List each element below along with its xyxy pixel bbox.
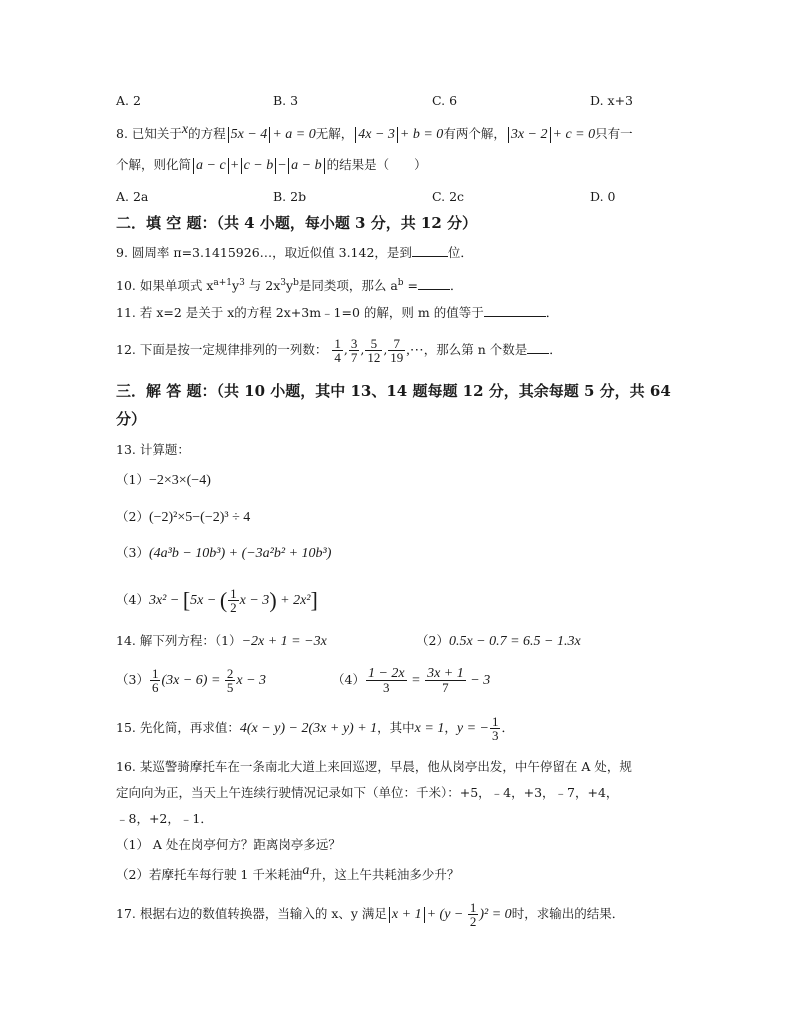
q16-line-1: 16. 某巡警骑摩托车在一条南北大道上来回巡逻，早晨，他从岗亭出发，中午停留在 A 处，规 — [116, 759, 632, 774]
q13-title: 13. 计算题： — [116, 442, 190, 457]
q8-option-d: D. 0 — [590, 189, 616, 204]
q16-sub-1: （1） A 处在岗亭何方？距离岗亭多远？ — [116, 837, 341, 852]
q8-line-2: 个解，则化简 a − c + c − b − a − b 的结果是（ ） — [116, 157, 427, 173]
q10: 10. 如果单项式 $x^{a+1}y^3$ 与 $2x^3y^b$是同类项，那么 $a^b$ = ． — [116, 278, 463, 294]
q12-frac-4: $\frac{7}{19}$ — [390, 336, 404, 365]
q11: 11. 若 x=2 是关于 x的方程 2x+3m﹣1=0 的解，则 m 的值等于 ． — [116, 305, 559, 320]
q13-item-4: （4）3x² − [5x − ( $\frac{1}{2}$ x − 3) + 2x²] — [116, 586, 318, 615]
q7-option-d: D. x+3 — [590, 93, 633, 108]
q17: 17. 根据右边的数值转换器，当输入的 x、y 满足 x + 1 + (y − $\frac{1}{2}$ )² = 0时，求输出的结果． — [116, 900, 625, 929]
q9-blank — [412, 244, 448, 257]
q13-item-3: （3）(4a³b − 10b³) + (−3a²b² + 10b³) — [116, 545, 332, 561]
q8-option-b: B. 2b — [273, 189, 307, 204]
section-3-title-line-1: 三．解 答 题：（共 10 小题，其中 13、14 题每题 12 分，其余每题 5 分，共 64 — [116, 382, 671, 400]
q8-option-a: A. 2a — [116, 189, 149, 204]
q12-frac-3: $\frac{5}{12}$ — [367, 336, 381, 365]
q12: 12. 下面是按一定规律排列的一列数： $\frac{1}{4}$ , $\frac{3}{7}$ , $\frac{5}{12}$ , $\frac{7}{19}$ ,⋯，那么第 n 个数是 ． — [116, 336, 562, 365]
q8-option-c: C. 2c — [432, 189, 465, 204]
q7-option-b: B. 3 — [273, 93, 299, 108]
q13-item-1: （1）−2×3×(−4) — [116, 472, 211, 488]
q12-frac-2: $\frac{3}{7}$ — [350, 336, 358, 365]
section-2-title: 二．填 空 题：（共 4 小题，每小题 3 分，共 12 分） — [116, 214, 478, 232]
q14-part-2: （2）0.5x − 0.7 = 6.5 − 1.3x — [416, 633, 581, 649]
q14-line-1: 14. 解下列方程：（1）−2x + 1 = −3x — [116, 633, 327, 649]
q14-part-3: （3） $\frac{1}{6}$ (3x − 6) = $\frac{2}{5}$ x − 3 — [116, 666, 267, 695]
q16-sub-2: （2）若摩托车每行驶 1 千米耗油$^a$升，这上午共耗油多少升？ — [116, 863, 460, 883]
q16-line-2: 定向向为正，当天上午连续行驶情况记录如下（单位：千米）：+5，﹣4，+3，﹣7，+4， — [116, 785, 619, 800]
q8-line-1: 8. 已知关于$^x$的方程 5x − 4 + a = 0无解， 4x − 3 + b = 0有两个解， 3x − 2 + c = 0只有一 — [116, 122, 633, 143]
q16-line-3: ﹣8，+2，﹣1． — [116, 811, 213, 826]
q14-part-4: （4） $\frac{1 - 2x}{3}$ = $\frac{3x + 1}{7}$ − 3 — [332, 666, 491, 695]
q13-item-2: （2）(−2)²×5−(−2)³ ÷ 4 — [116, 509, 251, 525]
q7-option-c: C. 6 — [432, 93, 458, 108]
q15: 15. 先化简，再求值：4(x − y) − 2(3x + y) + 1，其中x = 1，y = − $\frac{1}{3}$ ． — [116, 714, 514, 743]
q7-option-a: A. 2 — [116, 93, 141, 108]
q12-blank — [527, 341, 549, 354]
q11-blank — [484, 304, 546, 317]
section-3-title-line-2: 分） — [116, 410, 147, 428]
q12-frac-1: $\frac{1}{4}$ — [334, 336, 341, 365]
q10-blank — [418, 277, 450, 290]
q9: 9. 圆周率 π=3.1415926…，取近似值 3.142，是到 位． — [116, 245, 473, 260]
